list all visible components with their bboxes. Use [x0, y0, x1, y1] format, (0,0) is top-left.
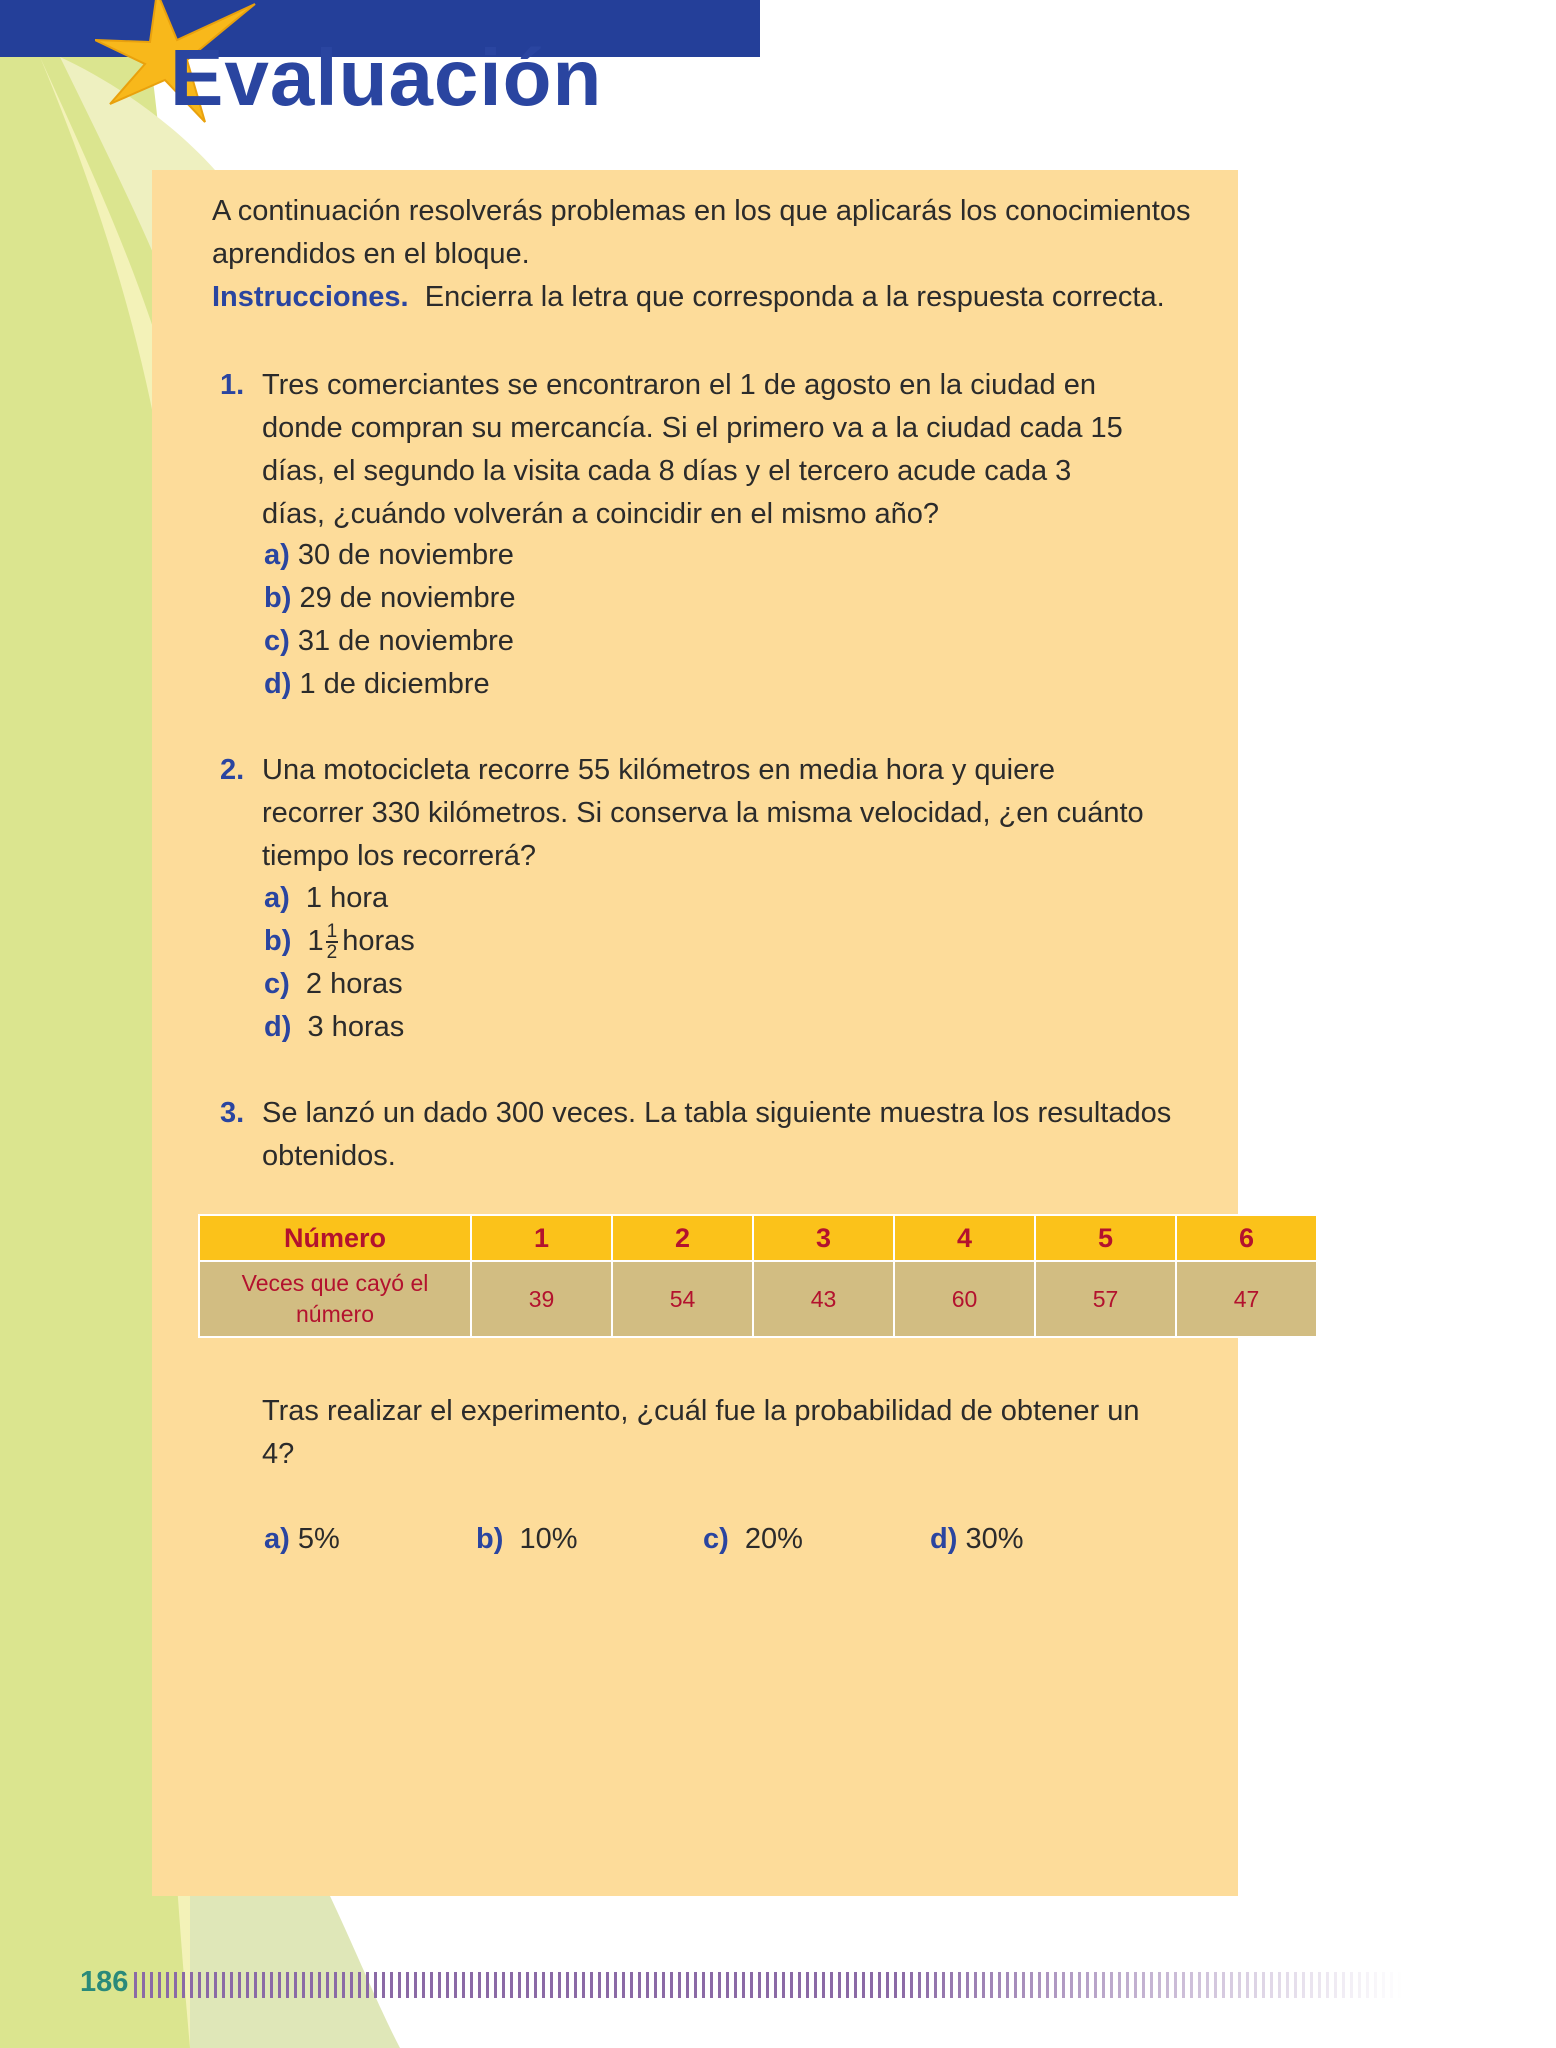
footer-ruler [134, 1972, 1404, 1998]
table-header-cell: 6 [1176, 1215, 1317, 1261]
option-text: 1 de diciembre [299, 668, 490, 700]
option-whole: 1 [307, 925, 324, 957]
table-cell: 43 [753, 1261, 894, 1337]
option-text: 30 de noviembre [297, 539, 514, 571]
intro [212, 190, 1222, 319]
question-1-number: 1. [220, 369, 245, 401]
option-letter: b) [264, 582, 292, 614]
table-header-cell: 3 [753, 1215, 894, 1261]
question-2-option-d[interactable] [264, 1006, 404, 1049]
table-header-row [199, 1215, 1317, 1261]
question-1-option-d[interactable] [264, 663, 490, 706]
instructions-text: Encierra la letra que corresponda a la respuesta correcta. [424, 281, 1165, 313]
option-text: 10% [519, 1523, 578, 1555]
table-cell: 60 [894, 1261, 1035, 1337]
option-text: 2 horas [305, 968, 403, 1000]
question-2-text: Una motocicleta recorre 55 kilómetros en media hora y quiere recorrer 330 kilómetros. Si conserva la misma velocidad, ¿en cuánto tiempo los recorrerá? [262, 754, 1144, 872]
option-text: 1 hora [305, 882, 389, 914]
table-header-label: Número [199, 1215, 471, 1261]
option-letter: c) [264, 968, 290, 1000]
fraction-numerator: 1 [326, 921, 338, 943]
table-cell: 54 [612, 1261, 753, 1337]
results-table [198, 1214, 1318, 1338]
option-letter: d) [264, 668, 292, 700]
option-text: 3 horas [307, 1011, 405, 1043]
option-letter: a) [264, 539, 290, 571]
question-3-option-d[interactable] [930, 1518, 1023, 1561]
option-letter: b) [476, 1523, 504, 1555]
question-1-option-b[interactable] [264, 577, 515, 620]
table-header-cell: 1 [471, 1215, 612, 1261]
fraction [326, 922, 339, 962]
table-cell: 57 [1035, 1261, 1176, 1337]
question-3-option-b[interactable] [476, 1518, 578, 1561]
page-title: Evaluación [170, 33, 603, 122]
option-text: 30% [965, 1523, 1024, 1555]
question-1-option-a[interactable] [264, 534, 514, 577]
table-header-cell: 4 [894, 1215, 1035, 1261]
option-text: 20% [744, 1523, 803, 1555]
question-2-number: 2. [220, 754, 245, 786]
option-letter: c) [703, 1523, 729, 1555]
table-row [199, 1261, 1317, 1337]
instructions-label: Instrucciones. [212, 281, 409, 313]
question-2-option-a[interactable] [264, 877, 388, 920]
instructions [212, 276, 1222, 319]
question-2-option-c[interactable] [264, 963, 403, 1006]
option-text: 5% [297, 1523, 340, 1555]
option-letter: a) [264, 882, 290, 914]
question-1-option-c[interactable] [264, 620, 514, 663]
intro-text: A continuación resolverás problemas en los que aplicarás los conocimientos aprendidos en el bloque. [212, 195, 1191, 270]
table-header-cell: 5 [1035, 1215, 1176, 1261]
option-letter: a) [264, 1523, 290, 1555]
option-letter: d) [264, 1011, 292, 1043]
question-3-option-a[interactable] [264, 1518, 340, 1561]
option-letter: b) [264, 925, 292, 957]
question-1-text: Tres comerciantes se encontraron el 1 de agosto en la ciudad en donde compran su mercancía. Si el primero va a la ciudad cada 15 días, el segundo la visita cada 8 días y el tercero acude cada 3 días, ¿cuándo volverán a coincidir en el mismo año? [262, 369, 1123, 530]
table-row-label: Veces que cayó el número [199, 1261, 471, 1337]
question-3-option-c[interactable] [703, 1518, 803, 1561]
question-3-followup: Tras realizar el experimento, ¿cuál fue la probabilidad de obtener un 4? [262, 1395, 1140, 1470]
option-text: horas [342, 925, 415, 957]
option-text: 31 de noviembre [297, 625, 514, 657]
page-number: 186 [80, 1966, 129, 1998]
option-text: 29 de noviembre [299, 582, 516, 614]
option-letter: d) [930, 1523, 958, 1555]
question-3-text: Se lanzó un dado 300 veces. La tabla siguiente muestra los resultados obtenidos. [262, 1097, 1172, 1172]
table-cell: 47 [1176, 1261, 1317, 1337]
table-cell: 39 [471, 1261, 612, 1337]
question-2-option-b[interactable] [264, 920, 415, 963]
table-header-cell: 2 [612, 1215, 753, 1261]
question-3-number: 3. [220, 1097, 245, 1129]
fraction-denominator: 2 [326, 942, 338, 964]
option-letter: c) [264, 625, 290, 657]
